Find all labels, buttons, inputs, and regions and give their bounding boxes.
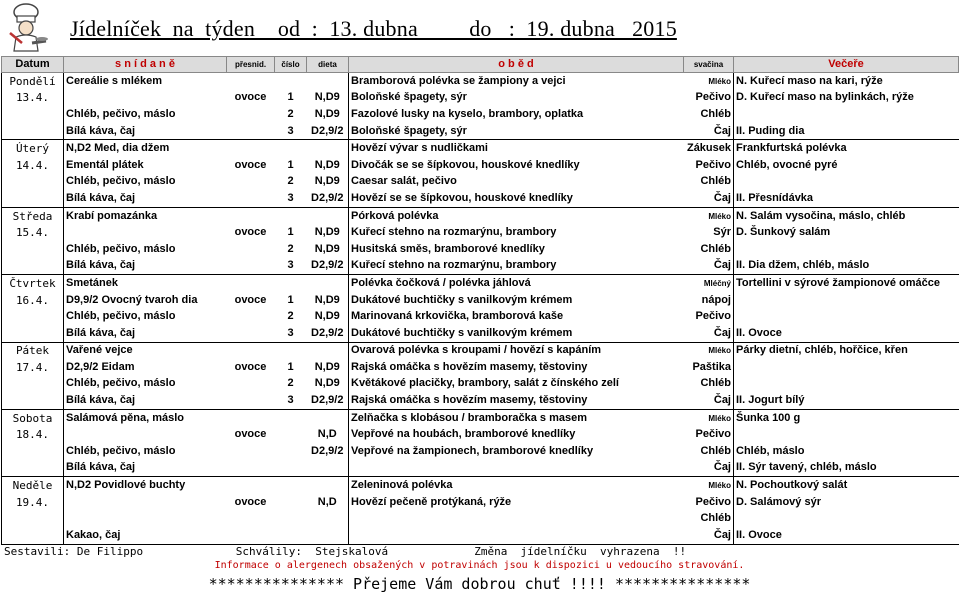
cell-dieta: N,D — [317, 428, 337, 441]
table-row — [2, 224, 959, 241]
table-row — [2, 275, 959, 292]
cell-presnid — [227, 308, 275, 325]
day-cell — [2, 258, 64, 275]
table-row — [2, 241, 959, 258]
cell-presnid — [227, 392, 275, 409]
table-row — [2, 258, 959, 275]
cell-cislo — [275, 527, 307, 544]
cell-cislo: 3 — [287, 326, 294, 339]
cell-dieta — [307, 73, 349, 90]
menu-table — [1, 56, 959, 545]
cell-obed: Marinovaná krkovička, bramborová kaše — [349, 308, 684, 325]
cell-cislo — [275, 409, 307, 426]
table-row — [2, 392, 959, 409]
table-row — [2, 342, 959, 359]
cell-svacina: Chléb — [700, 512, 731, 525]
cell-cislo: 1 — [287, 158, 294, 171]
cell-vecere — [734, 241, 959, 258]
table-row — [2, 527, 959, 544]
cell-obed: Boloňské špagety, sýr — [349, 90, 684, 107]
cell-dieta — [307, 477, 349, 494]
cell-dieta: D2,9/2 — [311, 259, 344, 272]
cell-dieta: N,D9 — [314, 91, 340, 104]
cell-presnid — [227, 207, 275, 224]
cell-obed: Pórková polévka — [349, 207, 684, 224]
table-row — [2, 140, 959, 157]
cell-vecere: II. Dia džem, chléb, máslo — [734, 258, 959, 275]
cell-snidane: Chléb, pečivo, máslo — [64, 174, 227, 191]
day-cell — [2, 325, 64, 342]
table-header — [2, 57, 959, 73]
cell-obed — [349, 510, 684, 527]
cell-cislo — [275, 73, 307, 90]
cell-obed: Bramborová polévka se žampiony a vejci — [349, 73, 684, 90]
cell-cislo: 2 — [287, 242, 294, 255]
day-cell — [2, 392, 64, 409]
day-date: 16.4. — [2, 292, 64, 309]
cell-svacina: Mléko — [684, 73, 734, 90]
col-datum: Datum — [2, 57, 64, 73]
cell-dieta: N,D9 — [314, 293, 340, 306]
table-row — [2, 510, 959, 527]
cell-snidane — [64, 510, 227, 527]
cell-presnid — [227, 510, 275, 527]
table-row — [2, 494, 959, 511]
cell-cislo: 1 — [287, 360, 294, 373]
day-cell — [2, 174, 64, 191]
cell-svacina: Pečivo — [695, 310, 731, 323]
cell-presnid — [227, 140, 275, 157]
cell-dieta: N,D9 — [314, 310, 340, 323]
cell-svacina: Pečivo — [695, 158, 731, 171]
footer-allergen-info: Informace o alergenech obsažených v potravinách jsou k dispozici u vedoucího stravování. — [214, 560, 745, 571]
cell-snidane: D9,9/2 Ovocný tvaroh dia — [64, 292, 227, 309]
day-date: 15.4. — [2, 224, 64, 241]
cell-dieta — [307, 207, 349, 224]
day-name: Pondělí — [2, 73, 64, 90]
cell-presnid: ovoce — [234, 293, 267, 306]
cell-dieta: N,D9 — [314, 377, 340, 390]
cell-svacina: Pečivo — [695, 91, 731, 104]
cell-snidane: Chléb, pečivo, máslo — [64, 443, 227, 460]
cell-cislo: 1 — [287, 226, 294, 239]
cell-dieta: N,D9 — [314, 242, 340, 255]
table-row — [2, 409, 959, 426]
cell-cislo — [275, 443, 307, 460]
cell-obed: Divočák se se šípkovou, houskové knedlíky — [349, 157, 684, 174]
cell-obed: Fazolové lusky na kyselo, brambory, oplatka — [349, 106, 684, 123]
cell-vecere: II. Jogurt bílý — [734, 392, 959, 409]
day-name: Pátek — [2, 342, 64, 359]
cell-snidane: N,D2 Povidlové buchty — [64, 477, 227, 494]
cell-cislo: 1 — [287, 293, 294, 306]
day-cell — [2, 308, 64, 325]
cell-vecere — [734, 106, 959, 123]
cell-presnid — [227, 376, 275, 393]
cell-presnid — [227, 409, 275, 426]
cell-snidane: Bílá káva, čaj — [64, 258, 227, 275]
cell-svacina: Chléb — [700, 242, 731, 255]
cell-cislo: 3 — [287, 191, 294, 204]
day-name: Úterý — [2, 140, 64, 157]
cell-presnid — [227, 477, 275, 494]
cell-svacina: Pečivo — [695, 428, 731, 441]
cell-vecere: II. Ovoce — [734, 325, 959, 342]
cell-obed: Boloňské špagety, sýr — [349, 123, 684, 140]
cell-svacina: Chléb — [700, 377, 731, 390]
cell-dieta: N,D9 — [314, 158, 340, 171]
cell-vecere — [734, 292, 959, 309]
cell-presnid — [227, 258, 275, 275]
cell-svacina: Čaj — [713, 394, 731, 407]
cell-dieta: N,D9 — [314, 175, 340, 188]
cell-dieta: D2,9/2 — [311, 394, 344, 407]
cell-presnid: ovoce — [234, 226, 267, 239]
cell-dieta: N,D9 — [314, 226, 340, 239]
col-snidane: s n í d a n ě — [64, 57, 227, 73]
cell-vecere — [734, 174, 959, 191]
cell-dieta — [307, 527, 349, 544]
cell-vecere — [734, 426, 959, 443]
cell-vecere: D. Salámový sýr — [734, 494, 959, 511]
cell-presnid: ovoce — [234, 495, 267, 508]
cell-svacina: Čaj — [684, 527, 734, 544]
day-cell — [2, 527, 64, 544]
cell-cislo — [275, 477, 307, 494]
cell-svacina: Mléko — [684, 409, 734, 426]
day-name: Neděle — [2, 477, 64, 494]
cell-vecere: N. Salám vysočina, máslo, chléb — [734, 207, 959, 224]
col-dieta: dieta — [307, 57, 349, 73]
cell-dieta: D2,9/2 — [311, 191, 344, 204]
cell-vecere — [734, 359, 959, 376]
cell-cislo: 1 — [287, 91, 294, 104]
cell-presnid — [227, 123, 275, 140]
cell-vecere: II. Ovoce — [734, 527, 959, 544]
cell-obed: Dukátové buchtičky s vanilkovým krémem — [349, 292, 684, 309]
cell-snidane — [64, 90, 227, 107]
cell-vecere: Chléb, máslo — [734, 443, 959, 460]
day-name: Sobota — [2, 409, 64, 426]
cell-snidane: Chléb, pečivo, máslo — [64, 106, 227, 123]
cell-cislo — [275, 275, 307, 292]
cell-obed: Hovězí vývar s nudličkami — [349, 140, 684, 157]
cell-snidane: Kakao, čaj — [64, 527, 227, 544]
cell-cislo: 2 — [287, 107, 294, 120]
cell-snidane: Smetánek — [64, 275, 227, 292]
cell-obed: Husitská směs, bramborové knedlíky — [349, 241, 684, 258]
cell-snidane: Ementál plátek — [64, 157, 227, 174]
table-row — [2, 460, 959, 477]
cell-cislo: 2 — [287, 175, 294, 188]
cell-svacina: Čaj — [713, 461, 731, 474]
cell-obed — [349, 527, 684, 544]
cell-vecere: II. Sýr tavený, chléb, máslo — [734, 460, 959, 477]
cell-cislo — [275, 426, 307, 443]
cell-vecere — [734, 376, 959, 393]
cell-svacina: Chléb — [700, 175, 731, 188]
cell-cislo — [275, 460, 307, 477]
table-row — [2, 123, 959, 140]
cell-cislo — [275, 342, 307, 359]
table-row — [2, 292, 959, 309]
table-row — [2, 157, 959, 174]
cell-cislo — [275, 207, 307, 224]
cell-presnid — [227, 342, 275, 359]
cell-dieta: N,D9 — [314, 107, 340, 120]
cell-svacina: Paštika — [692, 360, 731, 373]
table-row — [2, 376, 959, 393]
cell-svacina: Mléko — [684, 342, 734, 359]
cell-svacina: Čaj — [713, 124, 731, 137]
cell-svacina: Chléb — [700, 107, 731, 120]
cell-obed: Kuřecí stehno na rozmarýnu, brambory — [349, 258, 684, 275]
cell-snidane: Krabí pomazánka — [64, 207, 227, 224]
footer-greeting: *************** Přejeme Vám dobrou chuť !!!! *************** — [208, 575, 751, 593]
day-date: 18.4. — [2, 426, 64, 443]
day-cell — [2, 443, 64, 460]
cell-vecere: N. Pochoutkový salát — [734, 477, 959, 494]
col-vecere: Večeře — [734, 57, 959, 73]
footer-credits: Sestavili: De Filippo Schválily: Stejskalová Změna jídelníčku vyhrazena !! — [4, 545, 687, 558]
cell-vecere: II. Puding dia — [734, 123, 959, 140]
cell-presnid — [227, 527, 275, 544]
cell-vecere: Šunka 100 g — [734, 409, 959, 426]
cell-vecere: N. Kuřecí maso na kari, rýže — [734, 73, 959, 90]
cell-vecere — [734, 308, 959, 325]
day-name: Čtvrtek — [2, 275, 64, 292]
cell-vecere: Tortellini v sýrové žampionové omáčce — [734, 275, 959, 292]
cell-snidane: D2,9/2 Eidam — [64, 359, 227, 376]
cell-obed — [349, 460, 684, 477]
cell-obed: Rajská omáčka s hovězím masemy, těstoviny — [349, 359, 684, 376]
day-cell — [2, 376, 64, 393]
cell-snidane: Bílá káva, čaj — [64, 460, 227, 477]
cell-svacina: Čaj — [713, 326, 731, 339]
day-cell — [2, 190, 64, 207]
cell-obed: Rajská omáčka s hovězím masemy, těstoviny — [349, 392, 684, 409]
cell-obed: Polévka čočková / polévka jáhlová — [349, 275, 684, 292]
cell-presnid: ovoce — [234, 158, 267, 171]
cell-cislo — [275, 140, 307, 157]
day-date: 17.4. — [2, 359, 64, 376]
table-row — [2, 174, 959, 191]
cell-presnid: ovoce — [234, 91, 267, 104]
day-cell — [2, 241, 64, 258]
cell-snidane: Chléb, pečivo, máslo — [64, 376, 227, 393]
cell-obed: Dukátové buchtičky s vanilkovým krémem — [349, 325, 684, 342]
cell-obed: Hovězí se se šípkovou, houskové knedlíky — [349, 190, 684, 207]
day-name: Středa — [2, 207, 64, 224]
cell-cislo — [275, 494, 307, 511]
day-date: 13.4. — [2, 90, 64, 107]
cell-presnid — [227, 275, 275, 292]
cell-obed: Ovarová polévka s kroupami / hovězí s kapáním — [349, 342, 684, 359]
cell-dieta: N,D — [317, 495, 337, 508]
cell-svacina: nápoj — [701, 293, 731, 306]
col-obed: o b ě d — [349, 57, 684, 73]
cell-presnid: ovoce — [234, 428, 267, 441]
cell-obed: Vepřové na žampionech, bramborové knedlíky — [349, 443, 684, 460]
cell-dieta: N,D9 — [314, 360, 340, 373]
table-row — [2, 308, 959, 325]
title-row — [0, 0, 959, 56]
cell-dieta — [307, 510, 349, 527]
cell-svacina: Pečivo — [695, 495, 731, 508]
cell-cislo: 2 — [287, 377, 294, 390]
table-row — [2, 359, 959, 376]
col-cislo: číslo — [275, 57, 307, 73]
cell-vecere: II. Přesnídávka — [734, 190, 959, 207]
table-row — [2, 207, 959, 224]
day-cell — [2, 510, 64, 527]
cell-vecere: Frankfurtská polévka — [734, 140, 959, 157]
cell-obed: Zeleninová polévka — [349, 477, 684, 494]
table-row — [2, 73, 959, 90]
col-presnid: přesnid. — [227, 57, 275, 73]
page-title: Jídelníček na týden od : 13. dubna do : 19. dubna 2015 — [70, 16, 677, 41]
day-cell — [2, 460, 64, 477]
cell-obed: Květákové placičky, brambory, salát z čínského zelí — [349, 376, 684, 393]
cell-snidane: Chléb, pečivo, máslo — [64, 241, 227, 258]
cell-snidane: N,D2 Med, dia džem — [64, 140, 227, 157]
cell-dieta — [307, 409, 349, 426]
table-row — [2, 90, 959, 107]
cell-vecere: Chléb, ovocné pyré — [734, 157, 959, 174]
cell-snidane: Bílá káva, čaj — [64, 325, 227, 342]
cell-presnid — [227, 443, 275, 460]
cell-cislo: 2 — [287, 310, 294, 323]
cell-snidane: Bílá káva, čaj — [64, 392, 227, 409]
chef-icon — [2, 3, 50, 53]
cell-dieta — [307, 140, 349, 157]
cell-obed: Vepřové na houbách, bramborové knedlíky — [349, 426, 684, 443]
cell-svacina: Zákusek — [684, 140, 734, 157]
cell-cislo: 3 — [287, 124, 294, 137]
cell-obed: Hovězí pečeně protýkaná, rýže — [349, 494, 684, 511]
table-row — [2, 106, 959, 123]
table-row — [2, 325, 959, 342]
cell-snidane — [64, 426, 227, 443]
cell-obed: Zelňačka s klobásou / bramboračka s masem — [349, 409, 684, 426]
cell-cislo — [275, 510, 307, 527]
cell-presnid — [227, 73, 275, 90]
cell-snidane — [64, 224, 227, 241]
cell-svacina: Mléko — [684, 207, 734, 224]
cell-presnid — [227, 174, 275, 191]
cell-svacina: Čaj — [713, 191, 731, 204]
cell-vecere: Párky dietní, chléb, hořčice, křen — [734, 342, 959, 359]
col-svacina: svačina — [684, 57, 734, 73]
cell-vecere: D. Šunkový salám — [734, 224, 959, 241]
cell-cislo: 3 — [287, 394, 294, 407]
cell-presnid: ovoce — [234, 360, 267, 373]
cell-dieta: D2,9/2 — [311, 124, 344, 137]
cell-obed: Caesar salát, pečivo — [349, 174, 684, 191]
table-row — [2, 443, 959, 460]
cell-presnid — [227, 460, 275, 477]
cell-presnid — [227, 106, 275, 123]
cell-snidane: Bílá káva, čaj — [64, 123, 227, 140]
table-row — [2, 426, 959, 443]
cell-svacina: Čaj — [713, 259, 731, 272]
cell-dieta — [307, 342, 349, 359]
cell-presnid — [227, 325, 275, 342]
cell-obed: Kuřecí stehno na rozmarýnu, brambory — [349, 224, 684, 241]
cell-dieta: D2,9/2 — [311, 444, 344, 457]
day-cell — [2, 106, 64, 123]
cell-dieta — [307, 460, 349, 477]
cell-dieta: D2,9/2 — [311, 326, 344, 339]
cell-snidane: Salámová pěna, máslo — [64, 409, 227, 426]
cell-vecere — [734, 510, 959, 527]
cell-snidane — [64, 494, 227, 511]
cell-presnid — [227, 190, 275, 207]
cell-cislo: 3 — [287, 259, 294, 272]
cell-svacina: Mléko — [684, 477, 734, 494]
cell-svacina: Chléb — [700, 444, 731, 457]
cell-dieta — [307, 275, 349, 292]
day-date: 19.4. — [2, 494, 64, 511]
cell-svacina: Sýr — [713, 226, 731, 239]
table-row — [2, 477, 959, 494]
day-date: 14.4. — [2, 157, 64, 174]
cell-snidane: Vařené vejce — [64, 342, 227, 359]
cell-svacina: Mléčný — [684, 275, 734, 292]
cell-snidane: Cereálie s mlékem — [64, 73, 227, 90]
cell-presnid — [227, 241, 275, 258]
cell-snidane: Chléb, pečivo, máslo — [64, 308, 227, 325]
table-row — [2, 190, 959, 207]
cell-vecere: D. Kuřecí maso na bylinkách, rýže — [734, 90, 959, 107]
cell-snidane: Bílá káva, čaj — [64, 190, 227, 207]
day-cell — [2, 123, 64, 140]
